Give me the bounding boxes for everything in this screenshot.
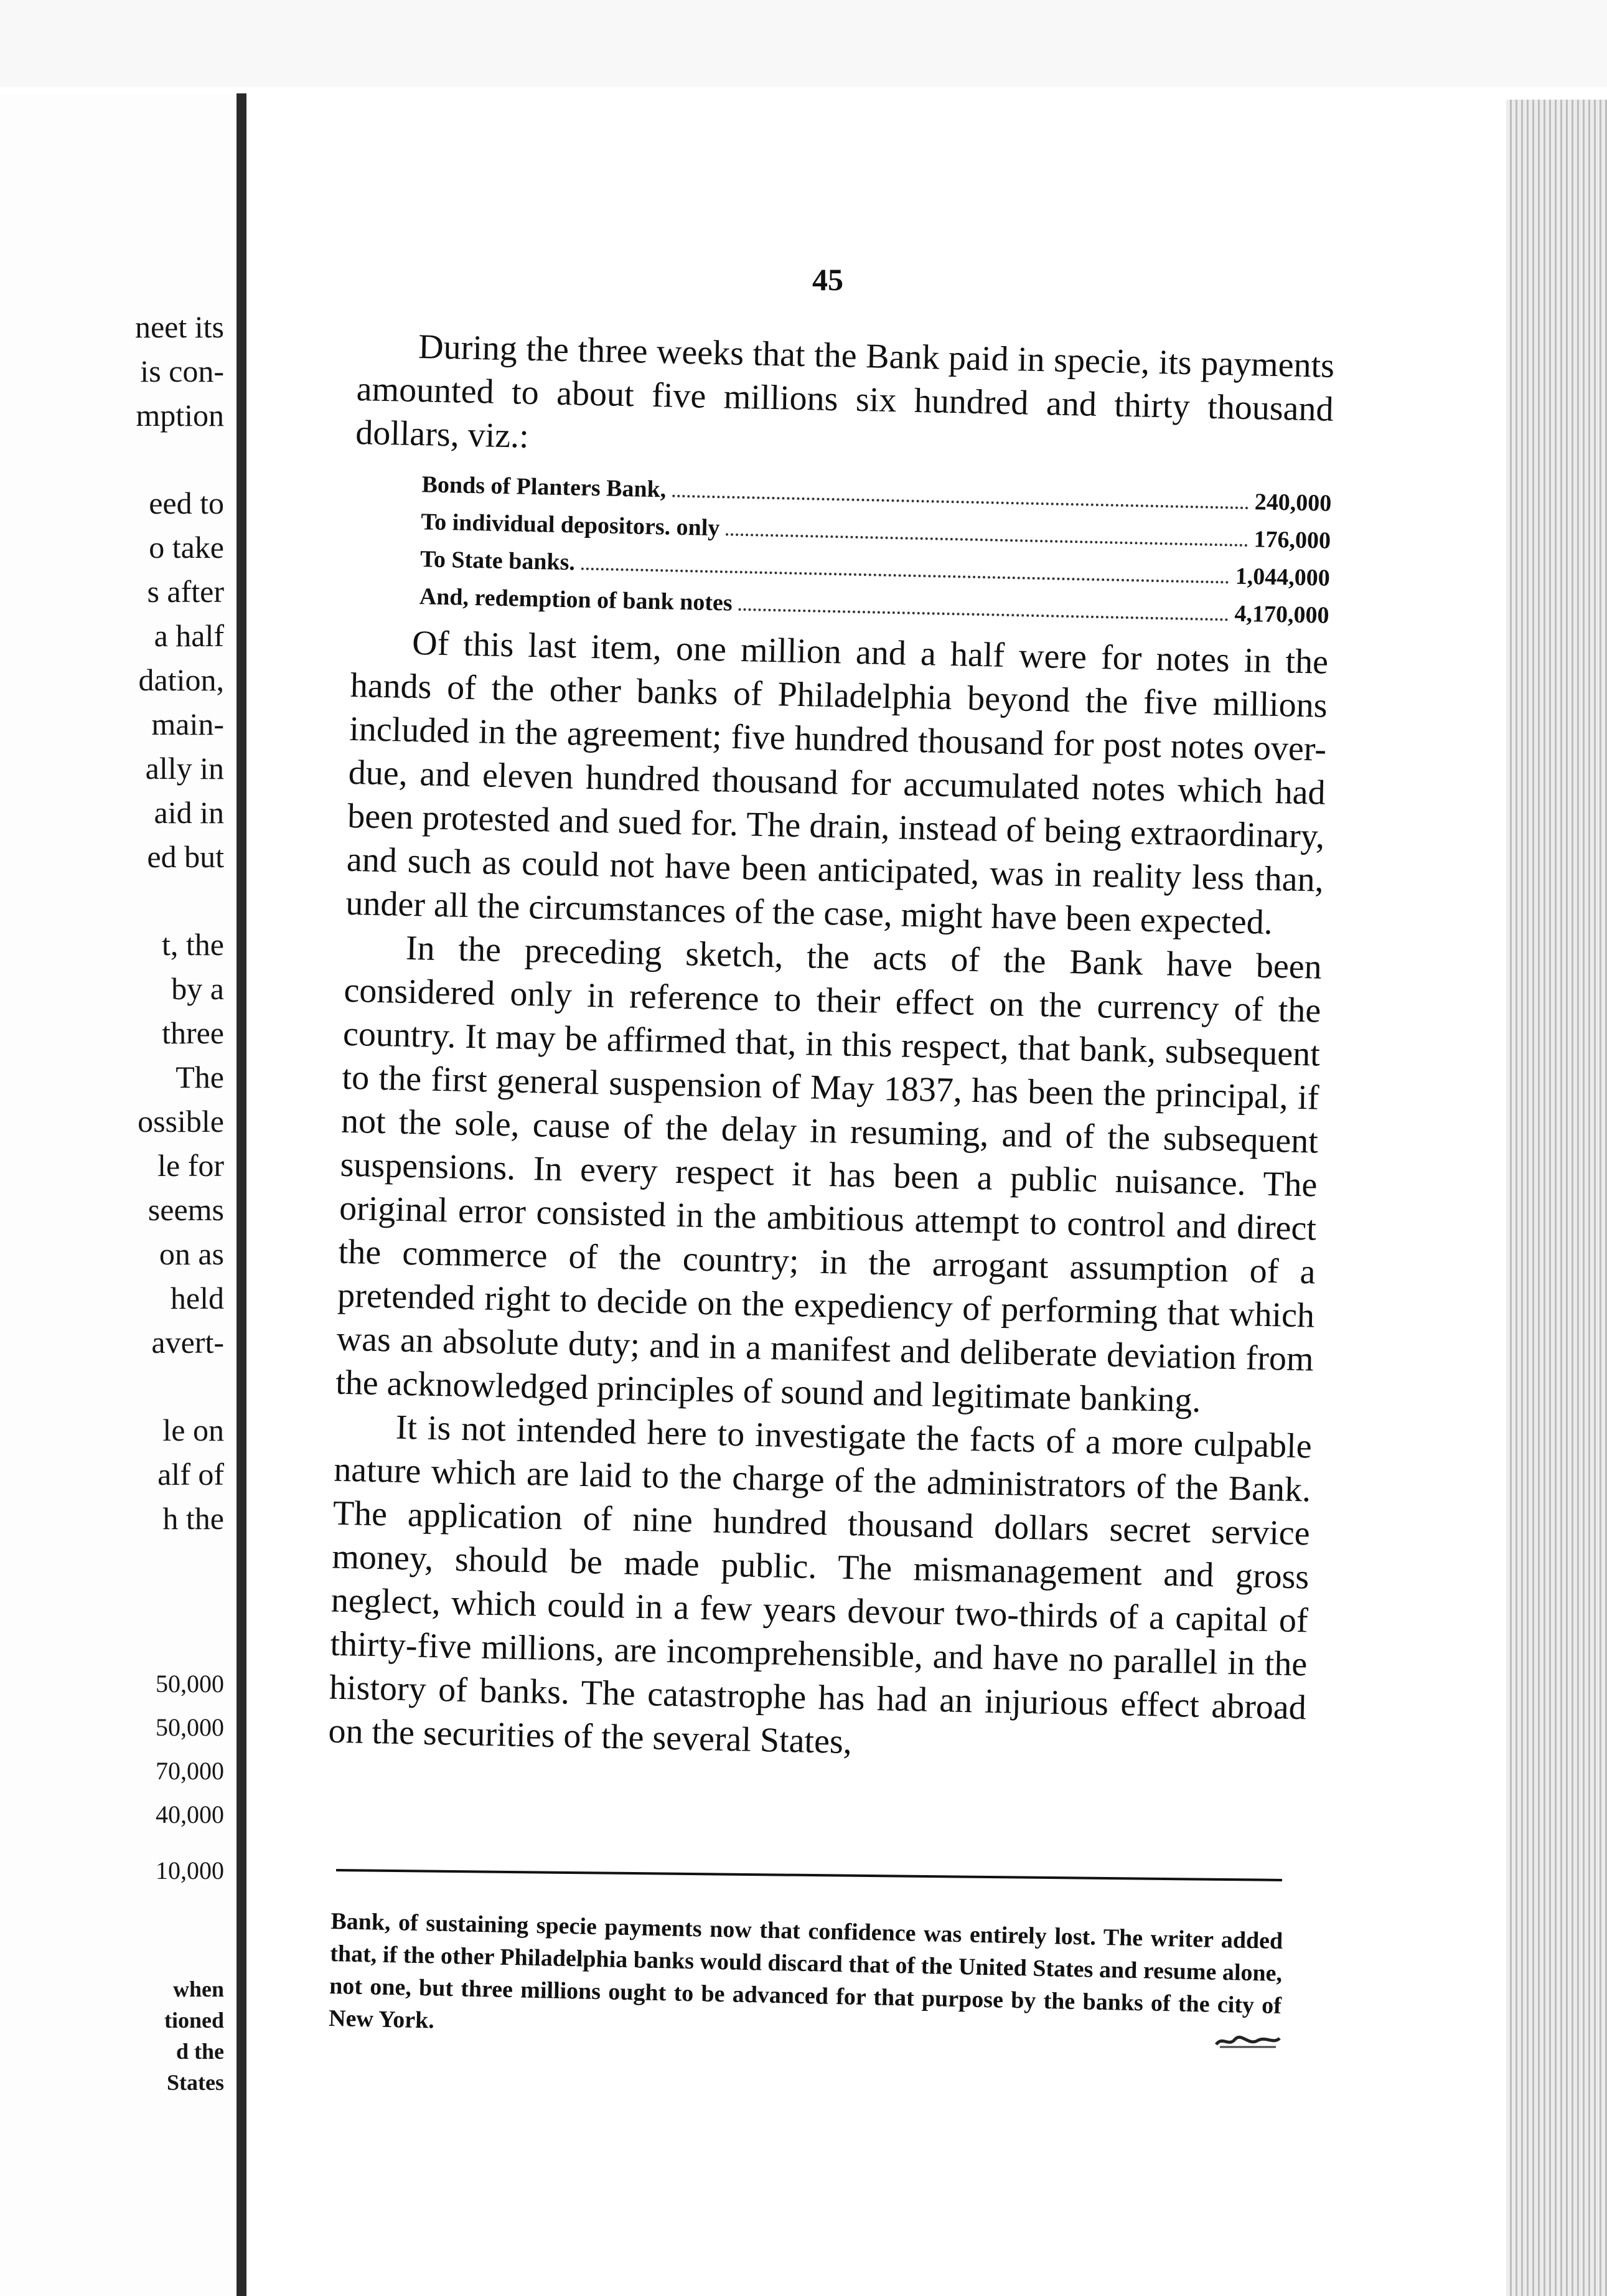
binding-shadow (237, 93, 246, 2296)
left-line: avert- (151, 1325, 224, 1360)
ledger-amount: 240,000 (1254, 489, 1332, 517)
scan-background (0, 0, 1607, 87)
paragraph-2: Of this last item, one million and a half were for notes in the hands of the other banks of Philadelphia beyond the five millions included in the agreement; five hundred thousand for post notes over-due, and eleven hundred thousand for accumulated notes which had been protested and sued for. The drain, instead of being extraordinary, and such as could not have been anticipated, was in reality less than, under all the circumstances of the case, might have been expected. (345, 623, 1329, 942)
leader-dots (726, 533, 1247, 547)
left-line: mption (136, 398, 224, 433)
left-line: ed but (147, 839, 224, 874)
left-total: 10,000 (156, 1856, 224, 1884)
paragraph-1: During the three weeks that the Bank paid in specie, its payments amounted to about five millions six hundred and thirty thousand dollars, viz.: (355, 327, 1335, 456)
ledger-label: To State banks. (419, 546, 576, 576)
left-line: t, the (162, 927, 224, 962)
ledger-label: To individual depositors. only (420, 509, 720, 542)
left-line: alf of (157, 1457, 224, 1492)
left-line: ally in (145, 751, 224, 786)
left-page-text (135, 305, 224, 1541)
paragraph-3: In the preceding sketch, the acts of the Bank have been considered only in reference to their effect on the currency of the country. It may be affirmed that, in this respect, that bank, subsequent to the first general suspension of May 1837, has been the principal, if not the sole, cause of the delay in resuming, and of the subsequent suspensions. In every respect it has been a public nuisance. The original error consisted in the ambitious attempt to control and direct the commerce of the country; in the arrogant assumption of a pretended right to decide on the expediency of performing that which was an absolute duty; and in a manifest and deliberate deviation from the acknowledged principles of sound and legitimate banking. (335, 928, 1323, 1420)
paragraph-4: It is not intended here to investigate the facts of a more culpable nature which are laid to the charge of the administrators of the Bank. The application of nine hundred thousand dollars secret service money, should be made public. The mismanagement and gross neglect, which could in a few years devour two-thirds of a capital of thirty-five millions, are incomprehensible, and have no parallel in the history of banks. The catastrophe has had an injurious effect abroad on the securities of the several States, (328, 1408, 1313, 1762)
left-line: eed to (149, 486, 224, 520)
left-line: by a (171, 971, 224, 1006)
left-line: seems (148, 1192, 224, 1227)
left-footnote-line: when (172, 1977, 224, 2002)
page-number: 45 (812, 262, 843, 297)
left-page-figures (149, 1662, 224, 1905)
left-figure: 40,000 (156, 1800, 224, 1828)
ledger-label: And, redemption of bank notes (419, 583, 733, 616)
left-line: three (162, 1015, 224, 1050)
left-line: is con- (140, 354, 224, 388)
left-footnote-line: tioned (164, 2008, 224, 2033)
left-footnote-line: d the (176, 2039, 224, 2064)
left-line: ossible (138, 1104, 224, 1139)
left-line: h the (162, 1501, 224, 1536)
ledger-amount: 1,044,000 (1235, 563, 1331, 591)
left-line: neet its (134, 309, 224, 344)
left-line: on as (159, 1236, 224, 1271)
left-line: dation, (138, 662, 224, 697)
left-line: aid in (154, 795, 224, 830)
leader-dots (738, 608, 1228, 621)
left-figure: 50,000 (156, 1670, 224, 1698)
left-figure: 50,000 (156, 1713, 224, 1741)
left-line: le for (157, 1148, 224, 1183)
left-line: The (176, 1060, 224, 1094)
left-line: a half (154, 618, 224, 653)
left-footnote (164, 1974, 224, 2098)
left-line: s after (147, 574, 224, 609)
footnote: Bank, of sustaining specie payments now that confidence was entirely lost. The writer added that, if the other Philadelphia banks would discard that of the United States and resume alone, not one, but three millions ought to be advanced for that purpose by the banks of the city of New York. (328, 1908, 1283, 2034)
left-line: held (170, 1281, 224, 1315)
page-edges (1506, 100, 1607, 2296)
ledger-amount: 4,170,000 (1234, 600, 1329, 629)
left-line: main- (151, 707, 224, 741)
left-line: o take (149, 530, 224, 565)
signature-mark-icon (1214, 2031, 1282, 2049)
left-footnote-line: States (167, 2070, 224, 2095)
ledger-amount: 176,000 (1253, 526, 1331, 554)
leader-dots (672, 495, 1249, 509)
main-text-column (328, 324, 1335, 1773)
left-line: le on (162, 1413, 224, 1447)
left-page (0, 93, 235, 2296)
ledger-label: Bonds of Planters Bank, (421, 471, 667, 503)
leader-dots (581, 568, 1229, 584)
left-figure: 70,000 (156, 1757, 224, 1785)
payments-ledger (419, 466, 1332, 634)
